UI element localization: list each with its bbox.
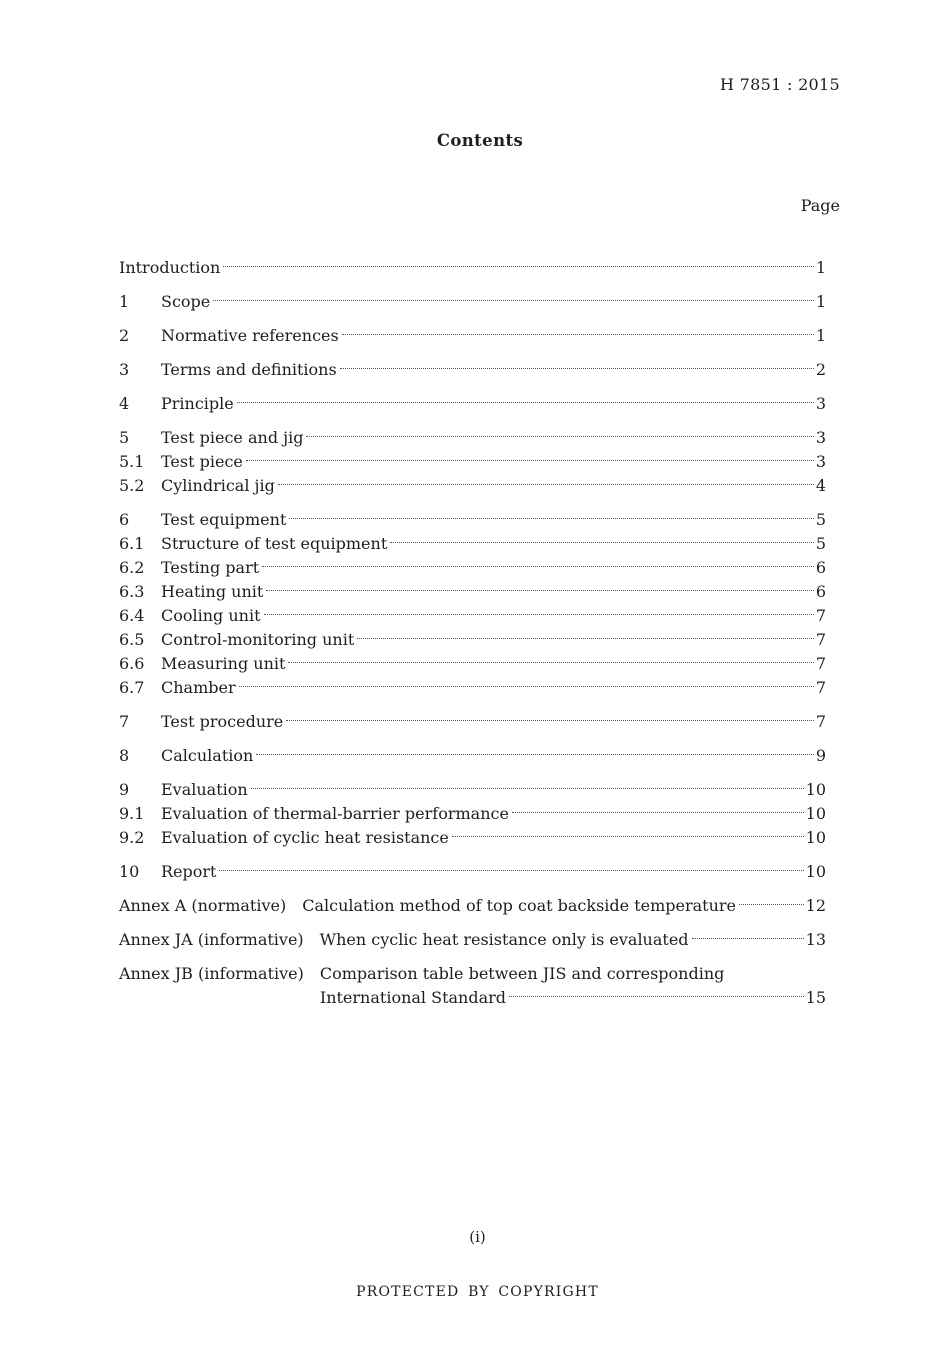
- toc-entry-text: When cyclic heat resistance only is evaluated: [319, 930, 689, 949]
- toc-entry-text: Structure of test equipment: [161, 534, 388, 553]
- toc-entry-annex-ja[interactable]: [119, 928, 826, 952]
- toc-entry-2[interactable]: [119, 324, 826, 348]
- toc-entry-page: 3: [815, 452, 826, 471]
- toc-entry-3[interactable]: [119, 358, 826, 382]
- dot-leader: [256, 754, 814, 755]
- page-column-label: Page: [800, 196, 840, 215]
- toc-entry-6-5[interactable]: [119, 628, 826, 652]
- toc-entry-text: Test piece and jig: [161, 428, 304, 447]
- annex-title-line-2: [320, 986, 826, 1010]
- dot-leader: [278, 484, 814, 485]
- dot-leader: [246, 460, 814, 461]
- toc-entry-page: 3: [815, 394, 826, 413]
- toc-entry-6-4[interactable]: [119, 604, 826, 628]
- toc-entry-text: Report: [161, 862, 217, 881]
- dot-leader: [357, 638, 814, 639]
- toc-entry-9-2[interactable]: [119, 826, 826, 850]
- toc-entry-6[interactable]: [119, 508, 826, 532]
- dot-leader: [266, 590, 814, 591]
- dot-leader: [306, 436, 813, 437]
- toc-entry-page: 9: [815, 746, 826, 765]
- dot-leader: [340, 368, 814, 369]
- dot-leader: [512, 812, 804, 813]
- toc-entry-9[interactable]: [119, 778, 826, 802]
- toc-entry-number: 8: [119, 746, 130, 765]
- toc-entry-7[interactable]: [119, 710, 826, 734]
- toc-entry-text: Test procedure: [161, 712, 284, 731]
- toc-entry-5-2[interactable]: [119, 474, 826, 498]
- annex-label: Annex A (normative): [119, 896, 287, 915]
- toc-entry-page: 6: [815, 558, 826, 577]
- dot-leader: [288, 662, 813, 663]
- toc-entry-number: 6.6: [119, 654, 145, 673]
- toc-entry-page: 12: [805, 896, 826, 915]
- toc-entry-6-3[interactable]: [119, 580, 826, 604]
- toc-entry-number: 2: [119, 326, 130, 345]
- dot-leader: [509, 996, 804, 997]
- dot-leader: [289, 518, 813, 519]
- toc-entry-number: 5.2: [119, 476, 145, 495]
- toc-entry-10[interactable]: [119, 860, 826, 884]
- copyright-notice: PROTECTED BY COPYRIGHT: [356, 1284, 599, 1300]
- toc-entry-text: Calculation: [161, 746, 254, 765]
- dot-leader: [219, 870, 803, 871]
- dot-leader: [251, 788, 804, 789]
- dot-leader: [262, 566, 814, 567]
- toc-entry-number: 6.3: [119, 582, 145, 601]
- dot-leader: [286, 720, 814, 721]
- toc-entry-number: 6.1: [119, 534, 145, 553]
- toc-entry-9-1[interactable]: [119, 802, 826, 826]
- toc-entry-text: Normative references: [161, 326, 339, 345]
- toc-entry-page: 6: [815, 582, 826, 601]
- toc-entry-5-1[interactable]: [119, 450, 826, 474]
- annex-label: Annex JB (informative): [119, 964, 304, 983]
- toc-entry-8[interactable]: [119, 744, 826, 768]
- toc-entry-page: 10: [805, 828, 826, 847]
- dot-leader: [452, 836, 804, 837]
- toc-entry-6-6[interactable]: [119, 652, 826, 676]
- toc-entry-number: 5: [119, 428, 130, 447]
- toc-entry-number: 3: [119, 360, 130, 379]
- toc-entry-4[interactable]: [119, 392, 826, 416]
- toc-entry-page: 5: [815, 534, 826, 553]
- toc-entry-number: 9: [119, 780, 130, 799]
- page-title: Contents: [436, 131, 524, 150]
- toc-entry-number: 7: [119, 712, 130, 731]
- toc-entry-text: Evaluation of thermal-barrier performance: [161, 804, 509, 823]
- toc-entry-number: 5.1: [119, 452, 145, 471]
- toc-entry-page: 7: [815, 630, 826, 649]
- dot-leader: [739, 904, 804, 905]
- annex-label: Annex JA (informative): [119, 930, 304, 949]
- toc-entry-number: 6.7: [119, 678, 145, 697]
- toc-entry-number: 10: [119, 862, 140, 881]
- toc-entry-number: 6: [119, 510, 130, 529]
- toc-entry-text: Scope: [161, 292, 211, 311]
- toc-entry-text: Test equipment: [161, 510, 287, 529]
- toc-entry-number: 9.1: [119, 804, 145, 823]
- standard-identifier: H 7851 : 2015: [720, 75, 840, 94]
- dot-leader: [390, 542, 814, 543]
- toc-entry-text: Heating unit: [161, 582, 264, 601]
- toc-entry-page: 2: [815, 360, 826, 379]
- toc-entry-1[interactable]: [119, 290, 826, 314]
- toc-entry-text: Cooling unit: [161, 606, 261, 625]
- footer-page-number: (i): [469, 1228, 486, 1246]
- toc-entry-page: 7: [815, 606, 826, 625]
- toc-entry-page: 7: [815, 678, 826, 697]
- dot-leader: [342, 334, 814, 335]
- annex-title-lines: [320, 962, 826, 1010]
- toc-entry-text: Test piece: [161, 452, 243, 471]
- toc-entry-page: 10: [805, 862, 826, 881]
- toc-entry-number: 4: [119, 394, 130, 413]
- toc-entry-page: 10: [805, 780, 826, 799]
- dot-leader: [264, 614, 814, 615]
- toc-entry-text: Terms and definitions: [161, 360, 337, 379]
- toc-entry-6-2[interactable]: [119, 556, 826, 580]
- toc-entry-text: Chamber: [161, 678, 236, 697]
- toc-entry-page: 7: [815, 712, 826, 731]
- toc-entry-page: 4: [815, 476, 826, 495]
- toc-entry-number: 6.4: [119, 606, 145, 625]
- toc-entry-number: 6.5: [119, 630, 145, 649]
- dot-leader: [239, 686, 814, 687]
- toc-entry-text: Control-monitoring unit: [161, 630, 355, 649]
- toc-entry-text: Principle: [161, 394, 234, 413]
- toc-entry-page: 13: [805, 930, 826, 949]
- toc-entry-5[interactable]: [119, 426, 826, 450]
- toc-entry-introduction[interactable]: [119, 256, 826, 280]
- toc-entry-text-continued: International Standard: [319, 988, 507, 1007]
- dot-leader: [237, 402, 814, 403]
- toc-entry-text: Introduction: [119, 258, 221, 277]
- toc-entry-annex-a[interactable]: [119, 894, 826, 918]
- toc-entry-page: 1: [815, 292, 826, 311]
- toc-entry-text: Comparison table between JIS and corresponding: [319, 964, 725, 983]
- toc-entry-number: 6.2: [119, 558, 145, 577]
- toc-entry-page: 1: [815, 326, 826, 345]
- toc-entry-text: Evaluation: [161, 780, 248, 799]
- dot-leader: [213, 300, 814, 301]
- toc-entry-page: 7: [815, 654, 826, 673]
- toc-entry-text: Evaluation of cyclic heat resistance: [161, 828, 449, 847]
- toc-entry-annex-jb[interactable]: [119, 962, 826, 1010]
- toc-entry-text: Testing part: [161, 558, 260, 577]
- toc-entry-page: 3: [815, 428, 826, 447]
- toc-entry-number: 1: [119, 292, 130, 311]
- toc-entry-page: 5: [815, 510, 826, 529]
- toc-entry-page: 15: [805, 988, 826, 1007]
- toc-entry-text: Measuring unit: [161, 654, 286, 673]
- toc-entry-number: 9.2: [119, 828, 145, 847]
- toc-entry-text: Calculation method of top coat backside temperature: [302, 896, 737, 915]
- toc-entry-text: Cylindrical jig: [161, 476, 275, 495]
- dot-leader: [692, 938, 804, 939]
- toc-entry-6-7[interactable]: [119, 676, 826, 700]
- dot-leader: [223, 266, 813, 267]
- table-of-contents: [119, 256, 826, 1010]
- toc-entry-page: 10: [805, 804, 826, 823]
- toc-entry-page: 1: [815, 258, 826, 277]
- toc-entry-6-1[interactable]: [119, 532, 826, 556]
